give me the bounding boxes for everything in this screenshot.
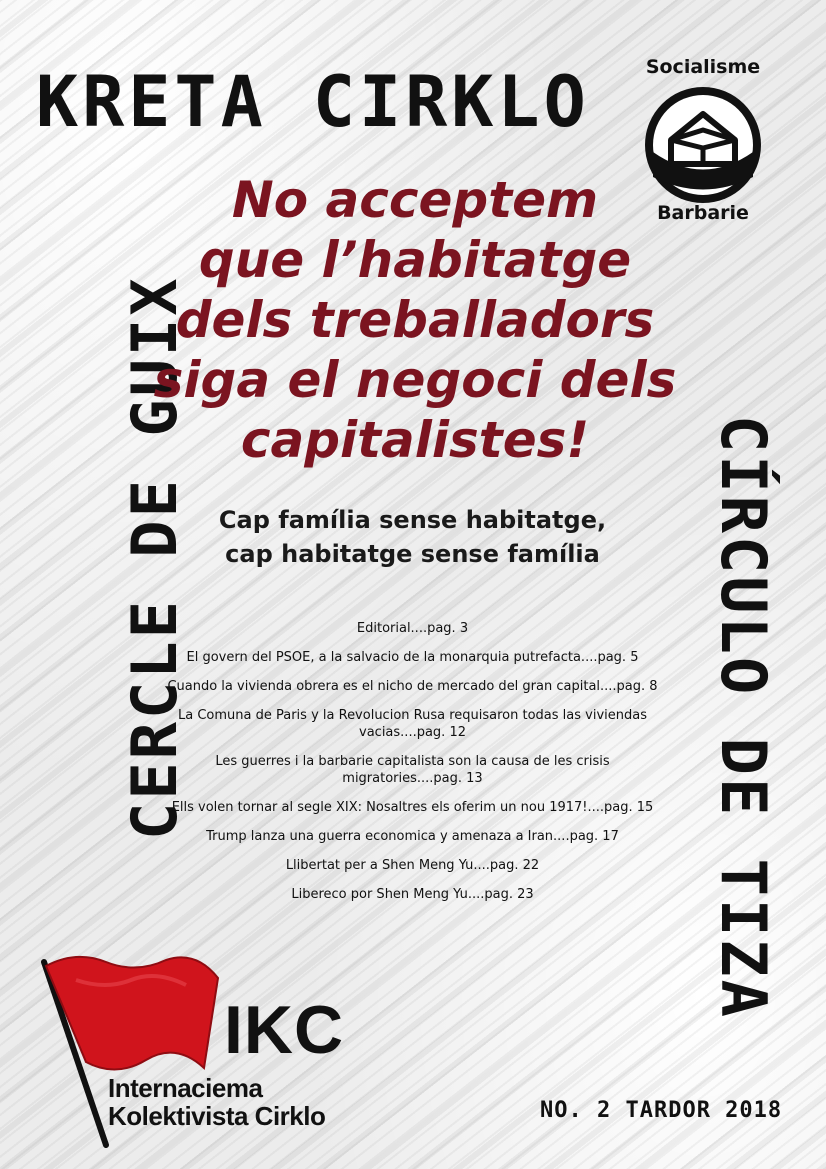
subtitle-line: cap habitatge sense família: [225, 540, 600, 568]
headline-line: No acceptem: [231, 171, 599, 229]
headline-line: siga el negoci dels: [153, 351, 677, 409]
logo-bottom-word: Barbarie: [657, 202, 749, 224]
toc-item: Trump lanza una guerra economica y amenaza a Iran....pag. 17: [206, 829, 619, 844]
ikc-abbreviation: IKC: [224, 992, 345, 1068]
subtitle-line: Cap família sense habitatge,: [218, 506, 607, 534]
toc-item: Llibertat per a Shen Meng Yu....pag. 22: [285, 858, 540, 873]
ikc-full-name: [108, 1074, 378, 1130]
toc-item: El govern del PSOE, a la salvacio de la monarquia putrefacta....pag. 5: [186, 650, 639, 665]
ikc-name-line: Kolektivista Cirklo: [108, 1101, 326, 1131]
headline-line: que l’habitatge: [198, 231, 632, 289]
toc-item: Cuando la vivienda obrera es el nicho de mercado del gran capital....pag. 8: [167, 679, 658, 694]
masthead-vertical-left: CERCLE DE GUIX: [118, 275, 191, 840]
issue-label: NO. 2 TARDOR 2018: [540, 1098, 783, 1123]
toc-item: Editorial....pag. 3: [356, 621, 469, 636]
masthead-title: KRETA CIRKLO: [36, 61, 590, 143]
toc-item: Ells volen tornar al segle XIX: Nosaltres els oferim un nou 1917!....pag. 15: [171, 800, 654, 815]
ikc-name-line: Internaciema: [108, 1073, 263, 1103]
table-of-contents: [165, 620, 660, 915]
logo-top-word: Socialisme: [645, 56, 761, 78]
headline: [150, 170, 680, 470]
toc-item: Les guerres i la barbarie capitalista son la causa de les crisis migratories....pag. 13: [215, 754, 610, 786]
subtitle: [160, 503, 665, 571]
toc-item: La Comuna de Paris y la Revolucion Rusa requisaron todas las viviendas vacias....pag. 12: [178, 708, 647, 740]
toc-item: Libereco por Shen Meng Yu....pag. 23: [291, 887, 534, 902]
headline-line: dels treballadors: [175, 291, 655, 349]
masthead-vertical-right: CÍRCULO DE TIZA: [707, 415, 780, 1020]
ikc-logo: [36, 950, 366, 1150]
headline-line: capitalistes!: [240, 411, 590, 469]
